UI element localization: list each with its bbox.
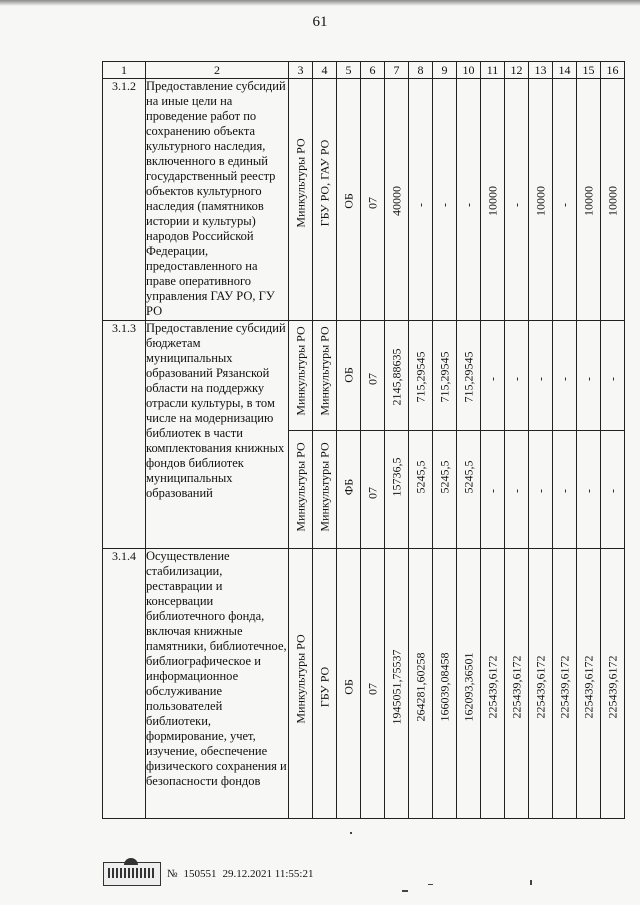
cell-text: 264281,60258 — [413, 652, 428, 722]
cell-text: Минкультуры РО — [293, 138, 308, 228]
table-cell — [289, 79, 313, 321]
cell-text: - — [557, 203, 572, 207]
table-cell — [553, 321, 577, 431]
cell-text: - — [557, 377, 572, 381]
table-cell — [313, 431, 337, 549]
table-cell — [457, 431, 481, 549]
table-cell — [433, 431, 457, 549]
row-number: 3.1.3 — [103, 321, 146, 549]
header-cell: 8 — [409, 62, 433, 79]
building-logo-icon — [103, 862, 161, 886]
table-cell — [505, 549, 529, 819]
scan-top-edge — [0, 0, 640, 6]
cell-text: 225439,6172 — [557, 655, 572, 719]
table-cell — [313, 549, 337, 819]
cell-text: 2145,88635 — [389, 348, 404, 406]
cell-text: 5245,5 — [413, 460, 428, 494]
cell-text: 5245,5 — [437, 460, 452, 494]
document-stamp — [103, 862, 313, 886]
cell-text: Минкультуры РО — [317, 442, 332, 532]
table-cell — [409, 79, 433, 321]
row-description: Предоставление субсидий бюджетам муниципальных образований Рязанской области на поддержку отрасли культуры, в том числе на модернизацию библиотек в части комплектования книжных фондов библиотек муниципальных образований — [146, 321, 289, 549]
table-cell — [553, 79, 577, 321]
table-cell — [457, 79, 481, 321]
table-cell — [481, 549, 505, 819]
header-cell: 6 — [361, 62, 385, 79]
table-cell — [457, 321, 481, 431]
cell-text: - — [437, 203, 452, 207]
cell-text: 10000 — [605, 186, 620, 216]
header-cell: 13 — [529, 62, 553, 79]
table-cell — [505, 321, 529, 431]
table-cell — [553, 549, 577, 819]
table-cell — [385, 431, 409, 549]
cell-text: ГБУ РО — [317, 666, 332, 708]
cell-text: 225439,6172 — [605, 655, 620, 719]
cell-text: ОБ — [341, 679, 356, 695]
header-cell: 12 — [505, 62, 529, 79]
stamp-mark: № — [167, 868, 178, 880]
row-number: 3.1.4 — [103, 549, 146, 819]
cell-text: 715,29545 — [437, 351, 452, 403]
table-cell — [289, 431, 313, 549]
table-cell — [529, 431, 553, 549]
page-number: 61 — [312, 14, 328, 30]
table-cell — [409, 431, 433, 549]
table-cell — [385, 321, 409, 431]
table-row — [103, 549, 625, 819]
cell-text: 07 — [365, 197, 380, 209]
header-cell: 3 — [289, 62, 313, 79]
table-cell — [481, 79, 505, 321]
cell-text: 166039,08458 — [437, 652, 452, 722]
table-row — [103, 79, 625, 321]
table-cell — [577, 549, 601, 819]
row-number: 3.1.2 — [103, 79, 146, 321]
cell-text: Минкультуры РО — [293, 326, 308, 416]
cell-text: - — [485, 377, 500, 381]
header-cell: 15 — [577, 62, 601, 79]
cell-text: ГБУ РО, ГАУ РО — [317, 139, 332, 227]
table-cell — [601, 321, 625, 431]
table-cell — [337, 79, 361, 321]
cell-text: - — [485, 489, 500, 493]
cell-text: - — [509, 377, 524, 381]
program-table — [102, 61, 625, 819]
table-cell — [577, 431, 601, 549]
table-cell — [433, 549, 457, 819]
row-description: Предоставление субсидий на иные цели на проведение работ по сохранению объекта культурного наследия, включенного в единый государственный реестр объектов культурного наследия (памятников истории и культуры) народов Российской Федерации, предоставленного на праве оперативного управления ГАУ РО, ГУ РО — [146, 79, 289, 321]
table-cell — [601, 431, 625, 549]
table-cell — [481, 321, 505, 431]
table-cell — [409, 549, 433, 819]
cell-text: ОБ — [341, 193, 356, 209]
cell-text: 10000 — [485, 186, 500, 216]
row-description: Осуществление стабилизации, реставрации и консервации библиотечного фонда, включая книжные памятники, библиотечное, библиографическое и информационное обслуживание пользователей библиотеки, формирование, учет, изучение, обеспечение физического сохранения и безопасности фондов — [146, 549, 289, 819]
table-cell — [481, 431, 505, 549]
cell-text: - — [605, 377, 620, 381]
table-cell — [361, 321, 385, 431]
header-row — [103, 62, 625, 79]
cell-text: - — [461, 203, 476, 207]
cell-text: 715,29545 — [461, 351, 476, 403]
cell-text: 07 — [365, 487, 380, 499]
document-id: 150551 — [183, 868, 217, 880]
table-cell — [577, 79, 601, 321]
table-cell — [337, 321, 361, 431]
table-cell — [361, 431, 385, 549]
header-cell: 14 — [553, 62, 577, 79]
header-cell: 1 — [103, 62, 146, 79]
table-cell — [289, 549, 313, 819]
cell-text: 07 — [365, 683, 380, 695]
cell-text: 162093,36501 — [461, 652, 476, 722]
header-cell: 9 — [433, 62, 457, 79]
cell-text: ОБ — [341, 367, 356, 383]
cell-text: - — [509, 489, 524, 493]
header-cell: 11 — [481, 62, 505, 79]
table-cell — [385, 79, 409, 321]
cell-text: 10000 — [533, 186, 548, 216]
header-cell: 10 — [457, 62, 481, 79]
table-cell — [289, 321, 313, 431]
cell-text: 715,29545 — [413, 351, 428, 403]
cell-text: - — [533, 377, 548, 381]
table-cell — [385, 549, 409, 819]
table-cell — [601, 79, 625, 321]
cell-text: 225439,6172 — [533, 655, 548, 719]
cell-text: - — [533, 489, 548, 493]
document-datetime: 29.12.2021 11:55:21 — [222, 868, 314, 880]
cell-text: 1945051,75537 — [389, 649, 404, 725]
table-cell — [313, 79, 337, 321]
table-cell — [337, 549, 361, 819]
table-cell — [361, 79, 385, 321]
table-cell — [409, 321, 433, 431]
table-cell — [529, 549, 553, 819]
cell-text: - — [509, 203, 524, 207]
cell-text: Минкультуры РО — [293, 634, 308, 724]
header-cell: 4 — [313, 62, 337, 79]
cell-text: - — [605, 489, 620, 493]
cell-text: 225439,6172 — [485, 655, 500, 719]
scan-speck — [428, 884, 433, 885]
cell-text: 225439,6172 — [509, 655, 524, 719]
table-cell — [601, 549, 625, 819]
header-cell: 2 — [146, 62, 289, 79]
header-cell: 16 — [601, 62, 625, 79]
table-cell — [505, 79, 529, 321]
cell-text: 07 — [365, 373, 380, 385]
cell-text: 40000 — [389, 186, 404, 216]
cell-text: 10000 — [581, 186, 596, 216]
cell-text: 15736,5 — [389, 457, 404, 497]
cell-text: 225439,6172 — [581, 655, 596, 719]
cell-text: - — [557, 489, 572, 493]
table-cell — [529, 321, 553, 431]
cell-text: Минкультуры РО — [293, 442, 308, 532]
table-row — [103, 321, 625, 431]
cell-text: - — [413, 203, 428, 207]
table-cell — [577, 321, 601, 431]
scan-speck — [530, 880, 532, 885]
table-cell — [313, 321, 337, 431]
table-cell — [505, 431, 529, 549]
table-cell — [529, 79, 553, 321]
header-cell: 5 — [337, 62, 361, 79]
table-cell — [361, 549, 385, 819]
scan-speck — [402, 890, 408, 892]
cell-text: 5245,5 — [461, 460, 476, 494]
cell-text: ФБ — [341, 478, 356, 496]
scan-speck — [350, 832, 352, 834]
cell-text: - — [581, 489, 596, 493]
table-cell — [553, 431, 577, 549]
cell-text: Минкультуры РО — [317, 326, 332, 416]
table-cell — [433, 79, 457, 321]
header-cell: 7 — [385, 62, 409, 79]
cell-text: - — [581, 377, 596, 381]
table-cell — [337, 431, 361, 549]
table-cell — [457, 549, 481, 819]
table-cell — [433, 321, 457, 431]
